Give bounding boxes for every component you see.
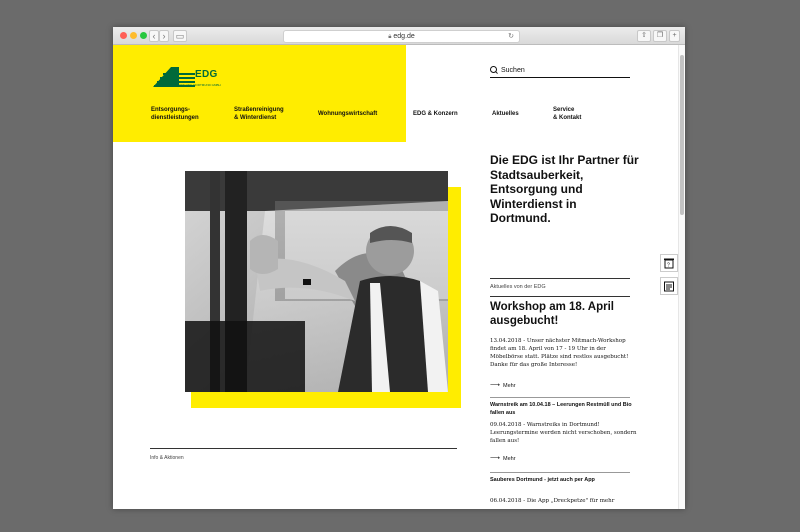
info-divider: [150, 448, 457, 449]
scrollbar-thumb[interactable]: [680, 55, 684, 215]
logo-subtitle: ENTSORGUNG DORTMUND GMBH: [171, 83, 221, 87]
nav-item-entsorgungsdienstleistungen[interactable]: Entsorgungs- dienstleistungen: [151, 107, 199, 121]
more-link[interactable]: [490, 381, 516, 389]
svg-text:?: ?: [667, 262, 670, 269]
maximize-window-button[interactable]: [140, 32, 147, 39]
news-section-label: Aktuelles von der EDG: [490, 284, 546, 290]
side-tab-waste-bin[interactable]: [660, 254, 678, 272]
more-link[interactable]: [490, 454, 516, 462]
new-tab-icon[interactable]: +: [669, 30, 680, 42]
back-arrow-icon[interactable]: ‹: [149, 30, 159, 42]
logo-wordmark[interactable]: EDG: [195, 69, 218, 80]
nav-item-strassenreinigung[interactable]: Straßenreinigung & Winterdienst: [234, 107, 284, 121]
news-separator: [490, 397, 630, 398]
browser-titlebar: [113, 27, 685, 45]
news-item-title[interactable]: Workshop am 18. April ausgebucht!: [490, 301, 614, 327]
hero-headline: Die EDG ist Ihr Partner für Stadtsauberkeit, Entsorgung und Winterdienst in Dortmund.: [490, 153, 639, 225]
news-item-title[interactable]: Sauberes Dortmund - jetzt auch per App: [490, 477, 595, 483]
web-page: [113, 45, 678, 509]
nav-item-edg-konzern[interactable]: EDG & Konzern: [413, 111, 458, 117]
search-button[interactable]: [490, 65, 525, 74]
address-bar-url: edg.de: [393, 33, 415, 40]
search-icon: [490, 66, 497, 73]
arrow-right-icon: ⟶: [490, 382, 501, 389]
news-item-text: 09.04.2018 - Warnstreiks in Dortmund! Leerungstermine werden nicht verschoben, sondern fallen aus!: [490, 422, 637, 444]
share-icon[interactable]: ⇧: [637, 30, 651, 42]
tabs-overview-icon[interactable]: ❐: [653, 30, 667, 42]
calendar-icon: [663, 280, 675, 292]
minimize-window-button[interactable]: [130, 32, 137, 39]
more-link-label: Mehr: [503, 383, 516, 389]
address-bar[interactable]: [283, 30, 520, 43]
reload-icon[interactable]: ↻: [508, 33, 514, 40]
hero-photo-worker: [185, 171, 448, 392]
more-link-label: Mehr: [503, 456, 516, 462]
lock-icon: 🔒︎: [388, 34, 392, 40]
search-underline: [490, 77, 630, 78]
header-yellow-block: [113, 45, 406, 142]
news-item-title[interactable]: Warnstreik am 10.04.18 – Leerungen Restmüll und Bio fallen aus: [490, 402, 632, 416]
waste-bin-icon: [663, 257, 675, 269]
nav-item-aktuelles[interactable]: Aktuelles: [492, 111, 519, 117]
news-item-text: 06.04.2018 - Die App „Dreckpetze" für mehr: [490, 498, 615, 504]
news-divider: [490, 296, 630, 297]
search-label: Suchen: [501, 67, 525, 74]
nav-item-wohnungswirtschaft[interactable]: Wohnungswirtschaft: [318, 111, 378, 117]
arrow-right-icon: ⟶: [490, 455, 501, 462]
info-section-label: Info & Aktionen: [150, 455, 184, 461]
side-tab-calendar[interactable]: [660, 277, 678, 295]
news-separator: [490, 472, 630, 473]
browser-window: [113, 27, 685, 509]
news-item-text: 13.04.2018 - Unser nächster Mitmach-Workshop findet am 18. April von 17 - 19 Uhr in der Möbelbörse statt. Plätze sind restlos ausgebucht! Danke für das große Interesse!: [490, 338, 629, 368]
news-divider-top: [490, 278, 630, 279]
nav-item-service-kontakt[interactable]: Service & Kontakt: [553, 107, 582, 121]
forward-arrow-icon[interactable]: ›: [159, 30, 169, 42]
scrollbar[interactable]: [678, 45, 685, 509]
close-window-button[interactable]: [120, 32, 127, 39]
sidebar-toggle-icon[interactable]: ▭: [173, 30, 187, 42]
